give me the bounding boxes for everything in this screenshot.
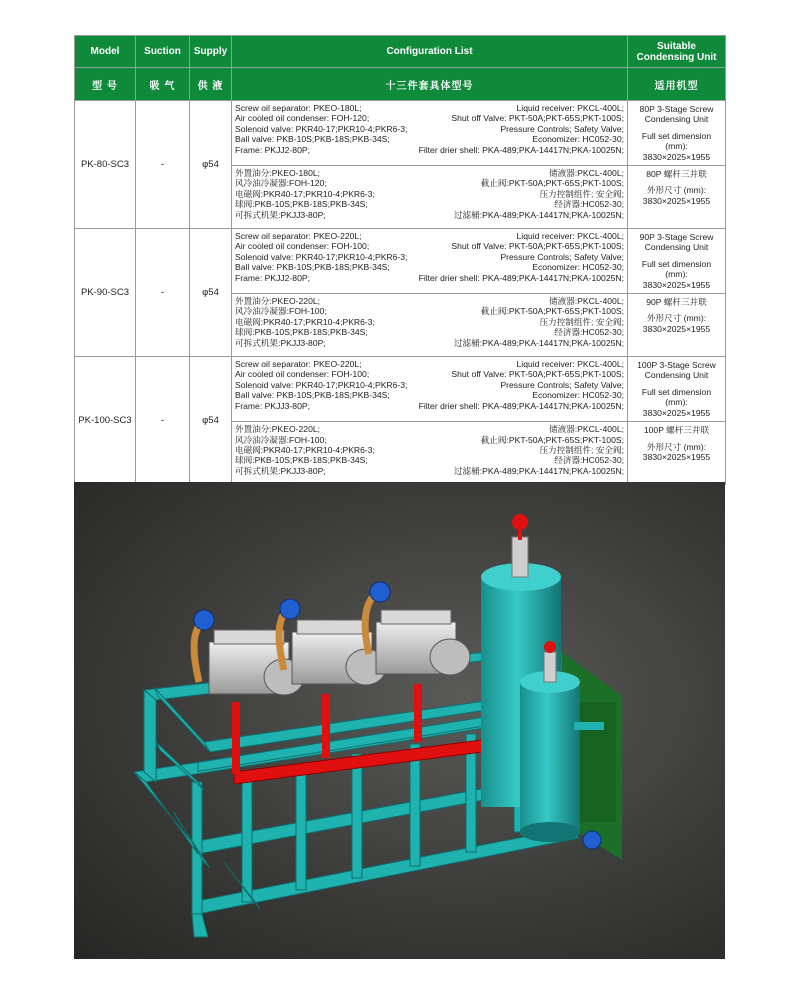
spec-table <box>74 35 726 485</box>
unit-line: Full set dimension (mm): <box>641 386 712 408</box>
unit-line: 80P 螺杆三并联 <box>646 169 707 180</box>
config-line: 过滤桶:PKA-489;PKA-14417N;PKA-10025N; <box>453 337 624 348</box>
config-line: Economizer: HC052-30; <box>532 262 624 273</box>
unit-line: 3830×2025×1955 <box>642 407 711 418</box>
unit-line: 外形尺寸 (mm): <box>646 441 707 452</box>
config-line: Liquid receiver: PKCL-400L; <box>516 231 624 242</box>
config-line: 可拆式机架:PKJJ3-80P; <box>235 209 326 220</box>
unit-line: Full set dimension (mm): <box>641 258 712 280</box>
suitable-unit-cn <box>628 422 726 485</box>
config-line: 经济器:HC052-30; <box>554 327 624 338</box>
config-line: Shut off Valve: PKT-50A;PKT-65S;PKT-100S; <box>451 369 624 380</box>
unit-line: 80P 3-Stage Screw <box>639 104 714 114</box>
config-line: 外置油分:PKEO-220L; <box>235 424 321 435</box>
header-unit-line2: Condensing Unit <box>636 51 717 63</box>
config-line: 储液器:PKCL-400L; <box>549 424 624 435</box>
config-line: 过滤桶:PKA-489;PKA-14417N;PKA-10025N; <box>453 209 624 220</box>
config-line: Frame: PKJJ2-80P; <box>235 272 310 283</box>
config-right-column <box>454 168 624 220</box>
config-line: 风冷油冷凝器:FOH-100; <box>235 434 327 445</box>
config-line: 电磁阀:PKR40-17;PKR10-4;PKR6-3; <box>235 188 375 199</box>
config-line: 截止阀:PKT-50A;PKT-65S;PKT-100S; <box>480 178 624 189</box>
configuration-list-en <box>232 229 628 294</box>
config-line: 电磁阀:PKR40-17;PKR10-4;PKR6-3; <box>235 444 375 455</box>
config-line: Shut off Valve: PKT-50A;PKT-65S;PKT-100S; <box>451 241 624 252</box>
config-line: 风冷油冷凝器:FOH-100; <box>235 306 327 317</box>
unit-line: 100P 3-Stage Screw <box>637 360 716 371</box>
header-config: Configuration List <box>232 36 628 68</box>
config-line: 风冷油冷凝器:FOH-120; <box>235 178 327 189</box>
unit-line: 外形尺寸 (mm): <box>646 313 707 324</box>
config-line: Economizer: HC052-30; <box>532 390 624 401</box>
model-value: PK-80-SC3 <box>75 101 136 229</box>
config-line: Air cooled oil condenser: FOH-120; <box>235 113 370 124</box>
configuration-list-en <box>232 101 628 166</box>
config-line: 可拆式机架:PKJJ3-80P; <box>235 337 326 348</box>
header-row-en <box>75 36 726 68</box>
header-unit-line1: Suitable <box>657 40 696 52</box>
config-line: Solenoid valve: PKR40-17;PKR10-4;PKR6-3; <box>235 123 408 134</box>
config-left-column <box>235 103 407 155</box>
header-unit-cn: 适用机型 <box>628 68 726 101</box>
condensing-unit-render <box>74 482 725 959</box>
config-left-column <box>235 231 407 283</box>
config-left-column <box>235 296 375 348</box>
configuration-list-cn <box>232 294 628 357</box>
unit-line: 90P 螺杆三并联 <box>646 297 707 308</box>
config-line: Solenoid valve: PKR40-17;PKR10-4;PKR6-3; <box>235 379 408 390</box>
supply-value: φ54 <box>190 229 232 357</box>
config-line: Ball valve: PKB-10S;PKB-18S;PKB-34S; <box>235 134 390 145</box>
table-row <box>75 101 726 166</box>
config-line: 外置油分:PKEO-220L; <box>235 296 321 307</box>
config-line: 外置油分:PKEO-180L; <box>235 168 321 179</box>
unit-line: 3830×2025×1955 <box>642 279 711 290</box>
table-row <box>75 229 726 294</box>
config-right-column <box>419 103 624 155</box>
unit-line: 100P 螺杆三并联 <box>643 425 710 436</box>
config-line: Liquid receiver: PKCL-400L; <box>516 359 624 370</box>
configuration-list-cn <box>232 166 628 229</box>
condensing-unit-photo <box>74 482 725 959</box>
config-left-column <box>235 168 375 220</box>
spec-body <box>75 101 726 485</box>
config-line: 截止阀:PKT-50A;PKT-65S;PKT-100S; <box>480 306 624 317</box>
header-model-cn: 型 号 <box>75 68 136 101</box>
config-line: Filter drier shell: PKA-489;PKA-14417N;PKA-10025N; <box>418 400 624 411</box>
unit-line: 3830×2025×1955 <box>642 195 711 206</box>
config-line: Air cooled oil condenser: FOH-100; <box>235 241 370 252</box>
header-suction: Suction <box>136 36 190 68</box>
suitable-unit-en <box>628 357 726 422</box>
unit-line: 90P 3-Stage Screw <box>639 232 714 243</box>
suitable-unit-cn <box>628 294 726 357</box>
unit-line: 3830×2025×1955 <box>642 323 711 334</box>
screw-compressor-1 <box>209 630 304 695</box>
config-right-column <box>419 359 624 411</box>
config-line: 压力控制组件; 安全阀; <box>539 188 624 199</box>
supply-value: φ54 <box>190 101 232 229</box>
config-line: Screw oil separator: PKEO-220L; <box>235 231 362 242</box>
config-line: Solenoid valve: PKR40-17;PKR10-4;PKR6-3; <box>235 251 408 262</box>
config-line: 压力控制组件; 安全阀; <box>539 316 624 327</box>
config-line: 经济器:HC052-30; <box>554 455 624 466</box>
config-line: 储液器:PKCL-400L; <box>549 296 624 307</box>
screw-compressor-3 <box>376 610 470 675</box>
config-right-column <box>454 424 624 476</box>
unit-line: Condensing Unit <box>644 370 709 381</box>
model-value: PK-90-SC3 <box>75 229 136 357</box>
config-line: 电磁阀:PKR40-17;PKR10-4;PKR6-3; <box>235 316 375 327</box>
suitable-unit-cn <box>628 166 726 229</box>
config-line: 过滤桶:PKA-489;PKA-14417N;PKA-10025N; <box>453 465 624 476</box>
config-right-column <box>454 296 624 348</box>
config-line: 压力控制组件; 安全阀; <box>539 444 624 455</box>
config-line: Screw oil separator: PKEO-180L; <box>235 103 362 113</box>
config-line: Frame: PKJJ2-80P; <box>235 144 310 155</box>
suction-value: - <box>136 357 190 485</box>
suction-value: - <box>136 229 190 357</box>
config-line: Air cooled oil condenser: FOH-100; <box>235 369 370 380</box>
config-line: Ball valve: PKB-10S;PKB-18S;PKB-34S; <box>235 390 390 401</box>
config-line: 球阀:PKB-10S;PKB-18S;PKB-34S; <box>235 199 368 210</box>
header-config-cn: 十三件套具体型号 <box>232 68 628 101</box>
configuration-list-en <box>232 357 628 422</box>
config-left-column <box>235 359 407 411</box>
suitable-unit-en <box>628 101 726 166</box>
header-model: Model <box>75 36 136 68</box>
config-right-column <box>419 231 624 283</box>
configuration-list-cn <box>232 422 628 485</box>
config-line: Liquid receiver: PKCL-400L; <box>516 103 624 113</box>
unit-line: Condensing Unit <box>644 114 709 125</box>
unit-line: Condensing Unit <box>644 242 709 253</box>
header-suction-cn: 吸 气 <box>136 68 190 101</box>
config-line: Pressure Controls; Safety Valve; <box>500 251 624 262</box>
config-left-column <box>235 424 375 476</box>
config-line: 储液器:PKCL-400L; <box>549 168 624 179</box>
header-row-cn <box>75 68 726 101</box>
suitable-unit-en <box>628 229 726 294</box>
header-supply-cn: 供 液 <box>190 68 232 101</box>
config-line: 可拆式机架:PKJJ3-80P; <box>235 465 326 476</box>
config-line: 经济器:HC052-30; <box>554 199 624 210</box>
config-line: Economizer: HC052-30; <box>532 134 624 145</box>
config-line: Screw oil separator: PKEO-220L; <box>235 359 362 370</box>
suction-value: - <box>136 101 190 229</box>
config-line: Ball valve: PKB-10S;PKB-18S;PKB-34S; <box>235 262 390 273</box>
config-line: 球阀:PKB-10S;PKB-18S;PKB-34S; <box>235 327 368 338</box>
config-line: Filter drier shell: PKA-489;PKA-14417N;PKA-10025N; <box>418 272 624 283</box>
unit-line: 3830×2025×1955 <box>642 451 711 462</box>
unit-line: Full set dimension (mm): <box>641 130 712 152</box>
config-line: 截止阀:PKT-50A;PKT-65S;PKT-100S; <box>480 434 624 445</box>
supply-value: φ54 <box>190 357 232 485</box>
table-row <box>75 357 726 422</box>
config-line: Frame: PKJJ3-80P; <box>235 400 310 411</box>
model-value: PK-100-SC3 <box>75 357 136 485</box>
config-line: Shut off Valve: PKT-50A;PKT-65S;PKT-100S; <box>451 113 624 124</box>
unit-line: 外形尺寸 (mm): <box>646 185 707 196</box>
unit-line: 3830×2025×1955 <box>642 151 711 162</box>
config-line: Filter drier shell: PKA-489;PKA-14417N;PKA-10025N; <box>418 144 624 155</box>
config-line: 球阀:PKB-10S;PKB-18S;PKB-34S; <box>235 455 368 466</box>
header-unit <box>628 36 726 68</box>
config-line: Pressure Controls; Safety Valve; <box>500 123 624 134</box>
header-supply: Supply <box>190 36 232 68</box>
config-line: Pressure Controls; Safety Valve; <box>500 379 624 390</box>
